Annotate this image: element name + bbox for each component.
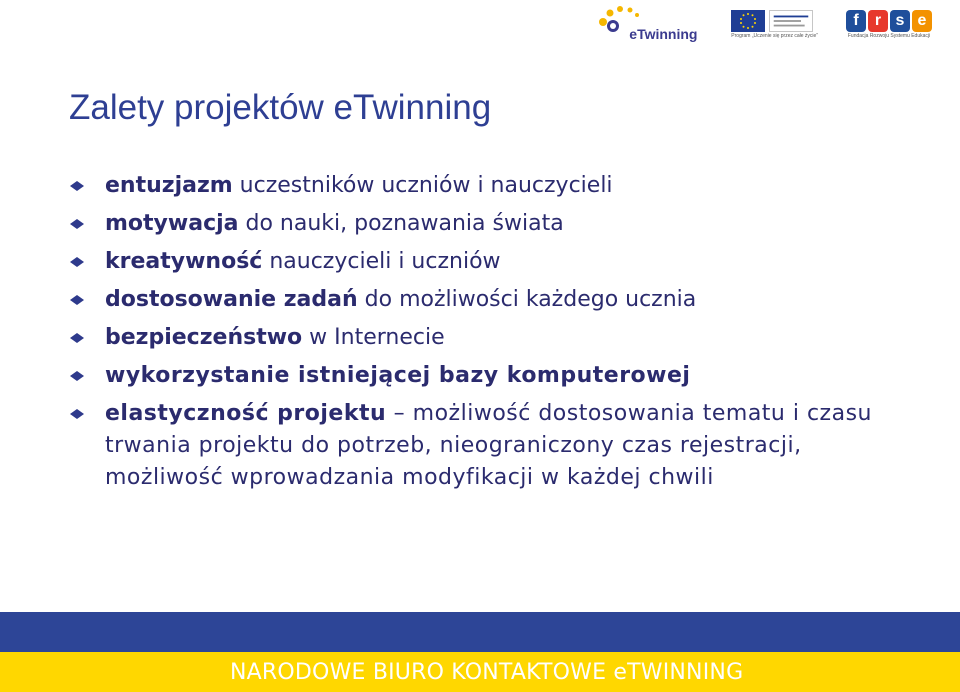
diamond-bullet-icon xyxy=(70,409,84,419)
list-item xyxy=(70,398,910,494)
footer-text: NARODOWE BIURO KONTAKTOWE eTWINNING xyxy=(230,660,744,685)
item-keyword: bezpieczeństwo xyxy=(105,325,303,350)
list-item xyxy=(70,322,910,354)
footer-yellow-band xyxy=(0,652,960,692)
diamond-bullet-icon xyxy=(70,257,84,267)
diamond-bullet-icon xyxy=(70,219,84,229)
item-keyword: dostosowanie zadań xyxy=(105,287,358,312)
list-item xyxy=(70,360,910,392)
diamond-bullet-icon xyxy=(70,181,84,191)
item-text: w Internecie xyxy=(302,325,445,350)
eu-program-caption: Program „Uczenie się przez całe życie” xyxy=(731,32,818,39)
header-logos xyxy=(593,4,932,44)
diamond-bullet-icon xyxy=(70,295,84,305)
etwinning-logo xyxy=(593,4,703,44)
list-item xyxy=(70,246,910,278)
item-keyword: wykorzystanie istniejącej bazy komputerowej xyxy=(105,363,691,388)
frse-letter: f xyxy=(846,10,866,32)
frse-letter: e xyxy=(912,10,932,32)
frse-letter: r xyxy=(868,10,888,32)
item-text: uczestników uczniów i nauczycieli xyxy=(232,173,613,198)
frse-letter: s xyxy=(890,10,910,32)
etwinning-logo-text: eTwinning xyxy=(629,26,698,42)
item-keyword: elastyczność projektu xyxy=(105,401,387,426)
diamond-bullet-icon xyxy=(70,371,84,381)
item-keyword: motywacja xyxy=(105,211,239,236)
item-keyword: kreatywność xyxy=(105,249,263,274)
eu-education-mark-icon xyxy=(769,10,813,32)
list-item xyxy=(70,208,910,240)
diamond-bullet-icon xyxy=(70,333,84,343)
item-text: – możliwość dostosowania tematu i czasu trwania projektu do potrzeb, nieograniczony czas rejestracji, możliwość wprowadzania modyfikacji w każdej chwili xyxy=(105,401,872,490)
list-item xyxy=(70,284,910,316)
frse-caption: Fundacja Rozwoju Systemu Edukacji xyxy=(847,32,931,39)
list-item xyxy=(70,170,910,202)
item-text: do możliwości każdego ucznia xyxy=(357,287,697,312)
item-keyword: entuzjazm xyxy=(105,173,233,198)
advantages-list xyxy=(70,170,910,500)
item-text: nauczycieli i uczniów xyxy=(262,249,501,274)
frse-logo xyxy=(846,10,932,39)
eu-flag-icon xyxy=(731,10,765,32)
slide-title: Zalety projektów eTwinning xyxy=(69,88,492,127)
eu-program-logo xyxy=(731,10,818,39)
item-text: do nauki, poznawania świata xyxy=(238,211,564,236)
footer-blue-band xyxy=(0,612,960,652)
